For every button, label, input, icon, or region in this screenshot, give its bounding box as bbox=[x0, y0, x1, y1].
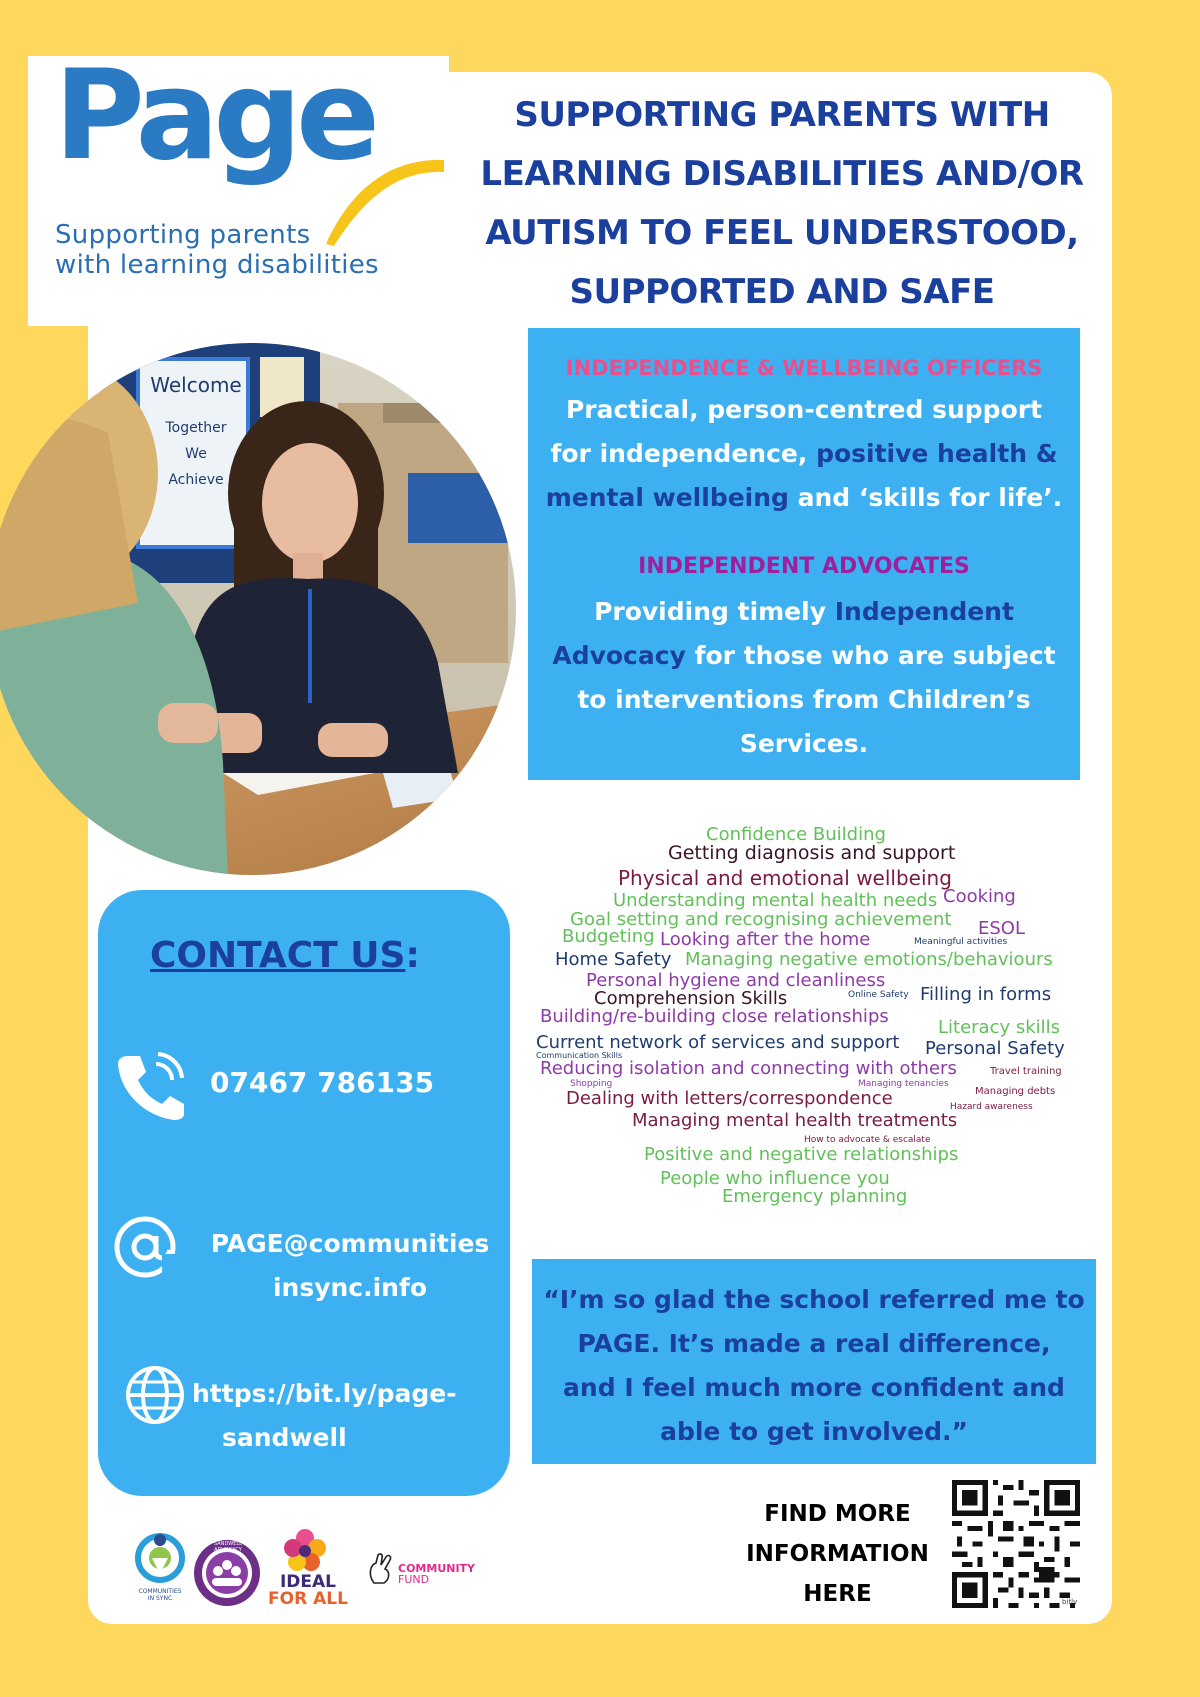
word-cloud-item: Confidence Building bbox=[706, 824, 886, 845]
word-cloud-item: Managing mental health treatments bbox=[632, 1110, 958, 1131]
officers-desc-highlight: positive health & bbox=[816, 439, 1058, 468]
communities-in-sync-logo bbox=[132, 1528, 188, 1584]
word-cloud-item: Goal setting and recognising achievement bbox=[570, 909, 952, 930]
officers-desc-highlight-2: mental wellbeing bbox=[545, 483, 789, 512]
officers-desc-line-3 bbox=[528, 476, 1080, 520]
headline-line-1: SUPPORTING PARENTS WITH bbox=[514, 95, 1050, 135]
communities-in-sync-caption bbox=[124, 1588, 196, 1602]
logo-tagline-line-2: with learning disabilities bbox=[55, 250, 379, 280]
word-cloud-item: Dealing with letters/correspondence bbox=[566, 1088, 893, 1109]
quote-line-3: and I feel much more confident and bbox=[563, 1373, 1065, 1402]
word-cloud-item: Shopping bbox=[570, 1079, 613, 1089]
contact-heading-colon: : bbox=[405, 935, 420, 976]
advocates-desc-text-2: for those who are subject bbox=[685, 641, 1056, 670]
word-cloud-item: Online Safety bbox=[848, 990, 909, 1000]
email-link[interactable] bbox=[200, 1222, 500, 1310]
word-cloud-item: People who influence you bbox=[660, 1168, 890, 1189]
website-line-1: https://bit.ly/page- bbox=[192, 1379, 457, 1408]
advocates-desc-line-4: Services. bbox=[739, 729, 869, 758]
officers-desc-line-2 bbox=[528, 432, 1080, 476]
page-logo-wordmark: Page bbox=[54, 44, 375, 188]
word-cloud-item: Managing tenancies bbox=[858, 1079, 949, 1089]
word-cloud-item: ESOL bbox=[978, 918, 1025, 939]
find-more-line-1: FIND MORE bbox=[764, 1501, 911, 1527]
word-cloud-item: Personal Safety bbox=[925, 1038, 1065, 1059]
headline bbox=[462, 86, 1102, 322]
board-sign-line-3: Achieve bbox=[168, 472, 224, 488]
word-cloud-item: Travel training bbox=[990, 1066, 1062, 1077]
word-cloud-item: Looking after the home bbox=[660, 929, 871, 950]
meeting-photo-illustration bbox=[0, 343, 516, 875]
word-cloud-item: Understanding mental health needs bbox=[613, 890, 938, 911]
advocates-title: INDEPENDENT ADVOCATES bbox=[638, 554, 970, 579]
contact-heading-text: CONTACT US bbox=[150, 935, 406, 976]
word-cloud-item: Cooking bbox=[943, 886, 1016, 907]
ideal-for-all-flower-logo bbox=[283, 1528, 327, 1572]
advocates-desc-line-2 bbox=[528, 634, 1080, 678]
word-cloud-item: Positive and negative relationships bbox=[644, 1144, 959, 1165]
community-fund-wordmark bbox=[398, 1563, 475, 1585]
find-more-line-3: HERE bbox=[803, 1581, 872, 1607]
headline-line-3: AUTISM TO FEEL UNDERSTOOD, bbox=[485, 213, 1079, 253]
officers-description bbox=[528, 388, 1080, 520]
ideal-line-1: IDEAL bbox=[279, 1572, 337, 1592]
word-cloud-item: Budgeting bbox=[562, 926, 655, 947]
communities-line-1: COMMUNITIES bbox=[138, 1588, 182, 1595]
quote-line-2: PAGE. It’s made a real difference, bbox=[577, 1329, 1051, 1358]
word-cloud-item: Home Safety bbox=[555, 949, 672, 970]
quote-line-4: able to get involved.” bbox=[660, 1417, 968, 1446]
quote-line-1: “I’m so glad the school referred me to bbox=[543, 1285, 1085, 1314]
word-cloud-item: Current network of services and support bbox=[536, 1032, 900, 1053]
ideal-for-all-wordmark bbox=[263, 1574, 353, 1608]
word-cloud-item: Getting diagnosis and support bbox=[668, 842, 956, 864]
officers-desc-text-2: and ‘skills for life’. bbox=[788, 483, 1063, 512]
officers-desc-line-1: Practical, person-centred support bbox=[565, 395, 1043, 424]
qr-brand-label: bitly bbox=[1062, 1598, 1078, 1606]
contact-heading bbox=[150, 935, 420, 976]
community-fund-crossed-fingers-logo bbox=[366, 1553, 396, 1585]
find-more-line-2: INFORMATION bbox=[746, 1541, 929, 1567]
ideal-line-2: FOR ALL bbox=[268, 1589, 348, 1609]
advocates-description bbox=[528, 590, 1080, 766]
advocates-desc-highlight: Independent bbox=[834, 597, 1014, 626]
email-line-2: insync.info bbox=[272, 1273, 428, 1302]
officers-title: INDEPENDENCE & WELLBEING OFFICERS bbox=[565, 356, 1043, 380]
word-cloud-item: Literacy skills bbox=[938, 1017, 1061, 1038]
logo-tagline bbox=[55, 220, 379, 280]
word-cloud-item: Communication Skills bbox=[536, 1051, 623, 1060]
meeting-photo bbox=[0, 343, 516, 875]
word-cloud-item: Managing debts bbox=[975, 1086, 1056, 1097]
advocates-desc-highlight-2: Advocacy bbox=[552, 641, 686, 670]
fund-line-1: COMMUNITY bbox=[398, 1562, 476, 1575]
word-cloud-item: Comprehension Skills bbox=[594, 988, 788, 1009]
logo-tagline-line-1: Supporting parents bbox=[55, 220, 311, 250]
phone-link[interactable]: 07467 786135 bbox=[210, 1066, 435, 1099]
email-line-1: PAGE@communities bbox=[210, 1229, 490, 1258]
word-cloud-item: Filling in forms bbox=[920, 984, 1052, 1005]
word-cloud-item: Reducing isolation and connecting with others bbox=[540, 1058, 957, 1079]
advocates-desc-text: Providing timely bbox=[594, 597, 835, 626]
word-cloud-item: Meaningful activities bbox=[914, 937, 1008, 947]
board-sign-line-1: Together bbox=[165, 420, 227, 436]
word-cloud-item: Physical and emotional wellbeing bbox=[618, 866, 952, 890]
phone-icon bbox=[114, 1050, 186, 1122]
board-sign-text bbox=[148, 415, 244, 493]
board-sign-title: Welcome bbox=[150, 373, 242, 397]
sandwell-advocacy-caption: SANDWELL ADVOCACY bbox=[214, 1541, 242, 1553]
word-cloud-item: Managing negative emotions/behaviours bbox=[685, 949, 1053, 970]
at-icon bbox=[112, 1214, 178, 1280]
headline-line-4: SUPPORTED AND SAFE bbox=[569, 272, 995, 312]
website-link[interactable] bbox=[192, 1372, 492, 1460]
fund-line-2: FUND bbox=[398, 1573, 430, 1586]
globe-icon bbox=[124, 1364, 186, 1426]
testimonial-quote bbox=[540, 1278, 1088, 1454]
word-cloud-item: Hazard awareness bbox=[950, 1102, 1033, 1112]
find-more-label bbox=[730, 1494, 945, 1614]
board-sign-line-2: We bbox=[185, 446, 207, 462]
qr-code-icon[interactable] bbox=[952, 1480, 1080, 1608]
advocates-desc-line-3: to interventions from Children’s bbox=[577, 685, 1031, 714]
word-cloud-item: Emergency planning bbox=[722, 1186, 908, 1207]
communities-line-2: IN SYNC bbox=[147, 1595, 173, 1602]
word-cloud-item: How to advocate & escalate bbox=[804, 1135, 931, 1145]
officers-desc-text: for independence, bbox=[550, 439, 817, 468]
skills-word-cloud bbox=[530, 820, 1090, 1220]
headline-line-2: LEARNING DISABILITIES AND/OR bbox=[480, 154, 1084, 194]
word-cloud-item: Building/re-building close relationships bbox=[540, 1006, 889, 1027]
website-line-2: sandwell bbox=[222, 1423, 347, 1452]
advocates-desc-line-1 bbox=[528, 590, 1080, 634]
word-cloud-item: Personal hygiene and cleanliness bbox=[586, 970, 886, 991]
